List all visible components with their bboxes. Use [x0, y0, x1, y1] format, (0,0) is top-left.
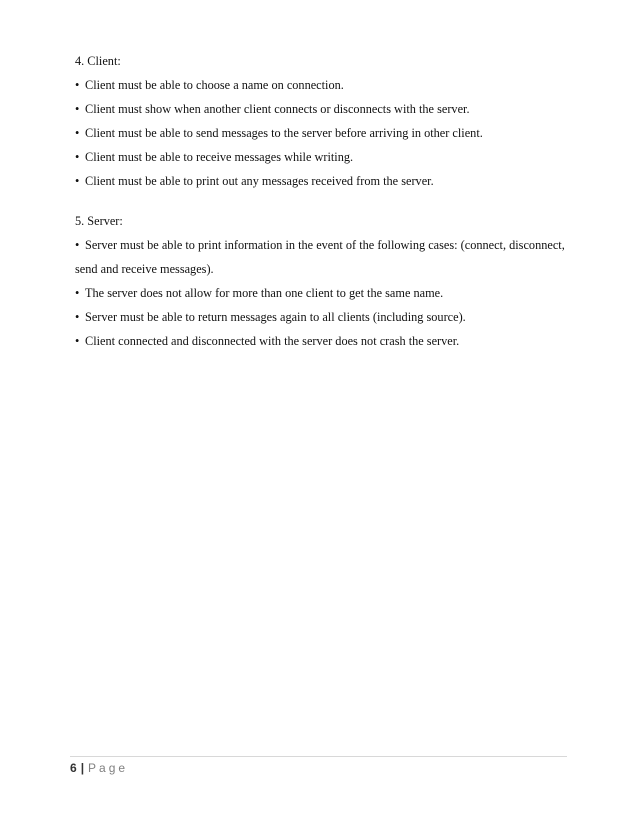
requirement-text: Server must be able to return messages again to all clients (including source). [85, 310, 466, 324]
requirement-text: Client must show when another client connects or disconnects with the server. [85, 102, 470, 116]
bullet-icon: • [75, 286, 80, 300]
bullet-icon: • [75, 150, 80, 164]
requirement-text: Client must be able to print out any messages received from the server. [85, 174, 434, 188]
requirement-text: Server must be able to print information in the event of the following cases: (connect, disconnect, send and receive messages). [75, 238, 565, 276]
requirement-text: Client must be able to send messages to the server before arriving in other client. [85, 126, 483, 140]
server-section [75, 209, 575, 353]
client-requirement-3 [75, 121, 575, 145]
client-requirement-5 [75, 169, 575, 193]
bullet-icon: • [75, 126, 80, 140]
requirement-text: Client connected and disconnected with the server does not crash the server. [85, 334, 460, 348]
server-requirement-1 [75, 233, 575, 281]
bullet-icon: • [75, 102, 80, 116]
requirement-text: Client must be able to receive messages while writing. [85, 150, 354, 164]
bullet-icon: • [75, 78, 80, 92]
client-requirement-2 [75, 97, 575, 121]
page-content [75, 49, 575, 353]
footer-separator: | [80, 761, 85, 775]
page-label: Page [88, 761, 129, 775]
server-requirement-2 [75, 281, 575, 305]
client-heading: 4. Client: [75, 54, 121, 68]
client-section [75, 49, 575, 193]
server-requirement-3 [75, 305, 575, 329]
footer-divider [70, 756, 567, 757]
bullet-icon: • [75, 310, 80, 324]
bullet-icon: • [75, 238, 80, 252]
page-number: 6 [70, 761, 77, 775]
client-requirement-1 [75, 73, 575, 97]
server-heading: 5. Server: [75, 214, 123, 228]
bullet-icon: • [75, 174, 80, 188]
requirement-text: The server does not allow for more than one client to get the same name. [85, 286, 444, 300]
server-requirement-4 [75, 329, 575, 353]
page-footer [70, 761, 128, 775]
client-requirement-4 [75, 145, 575, 169]
bullet-icon: • [75, 334, 80, 348]
requirement-text: Client must be able to choose a name on connection. [85, 78, 344, 92]
